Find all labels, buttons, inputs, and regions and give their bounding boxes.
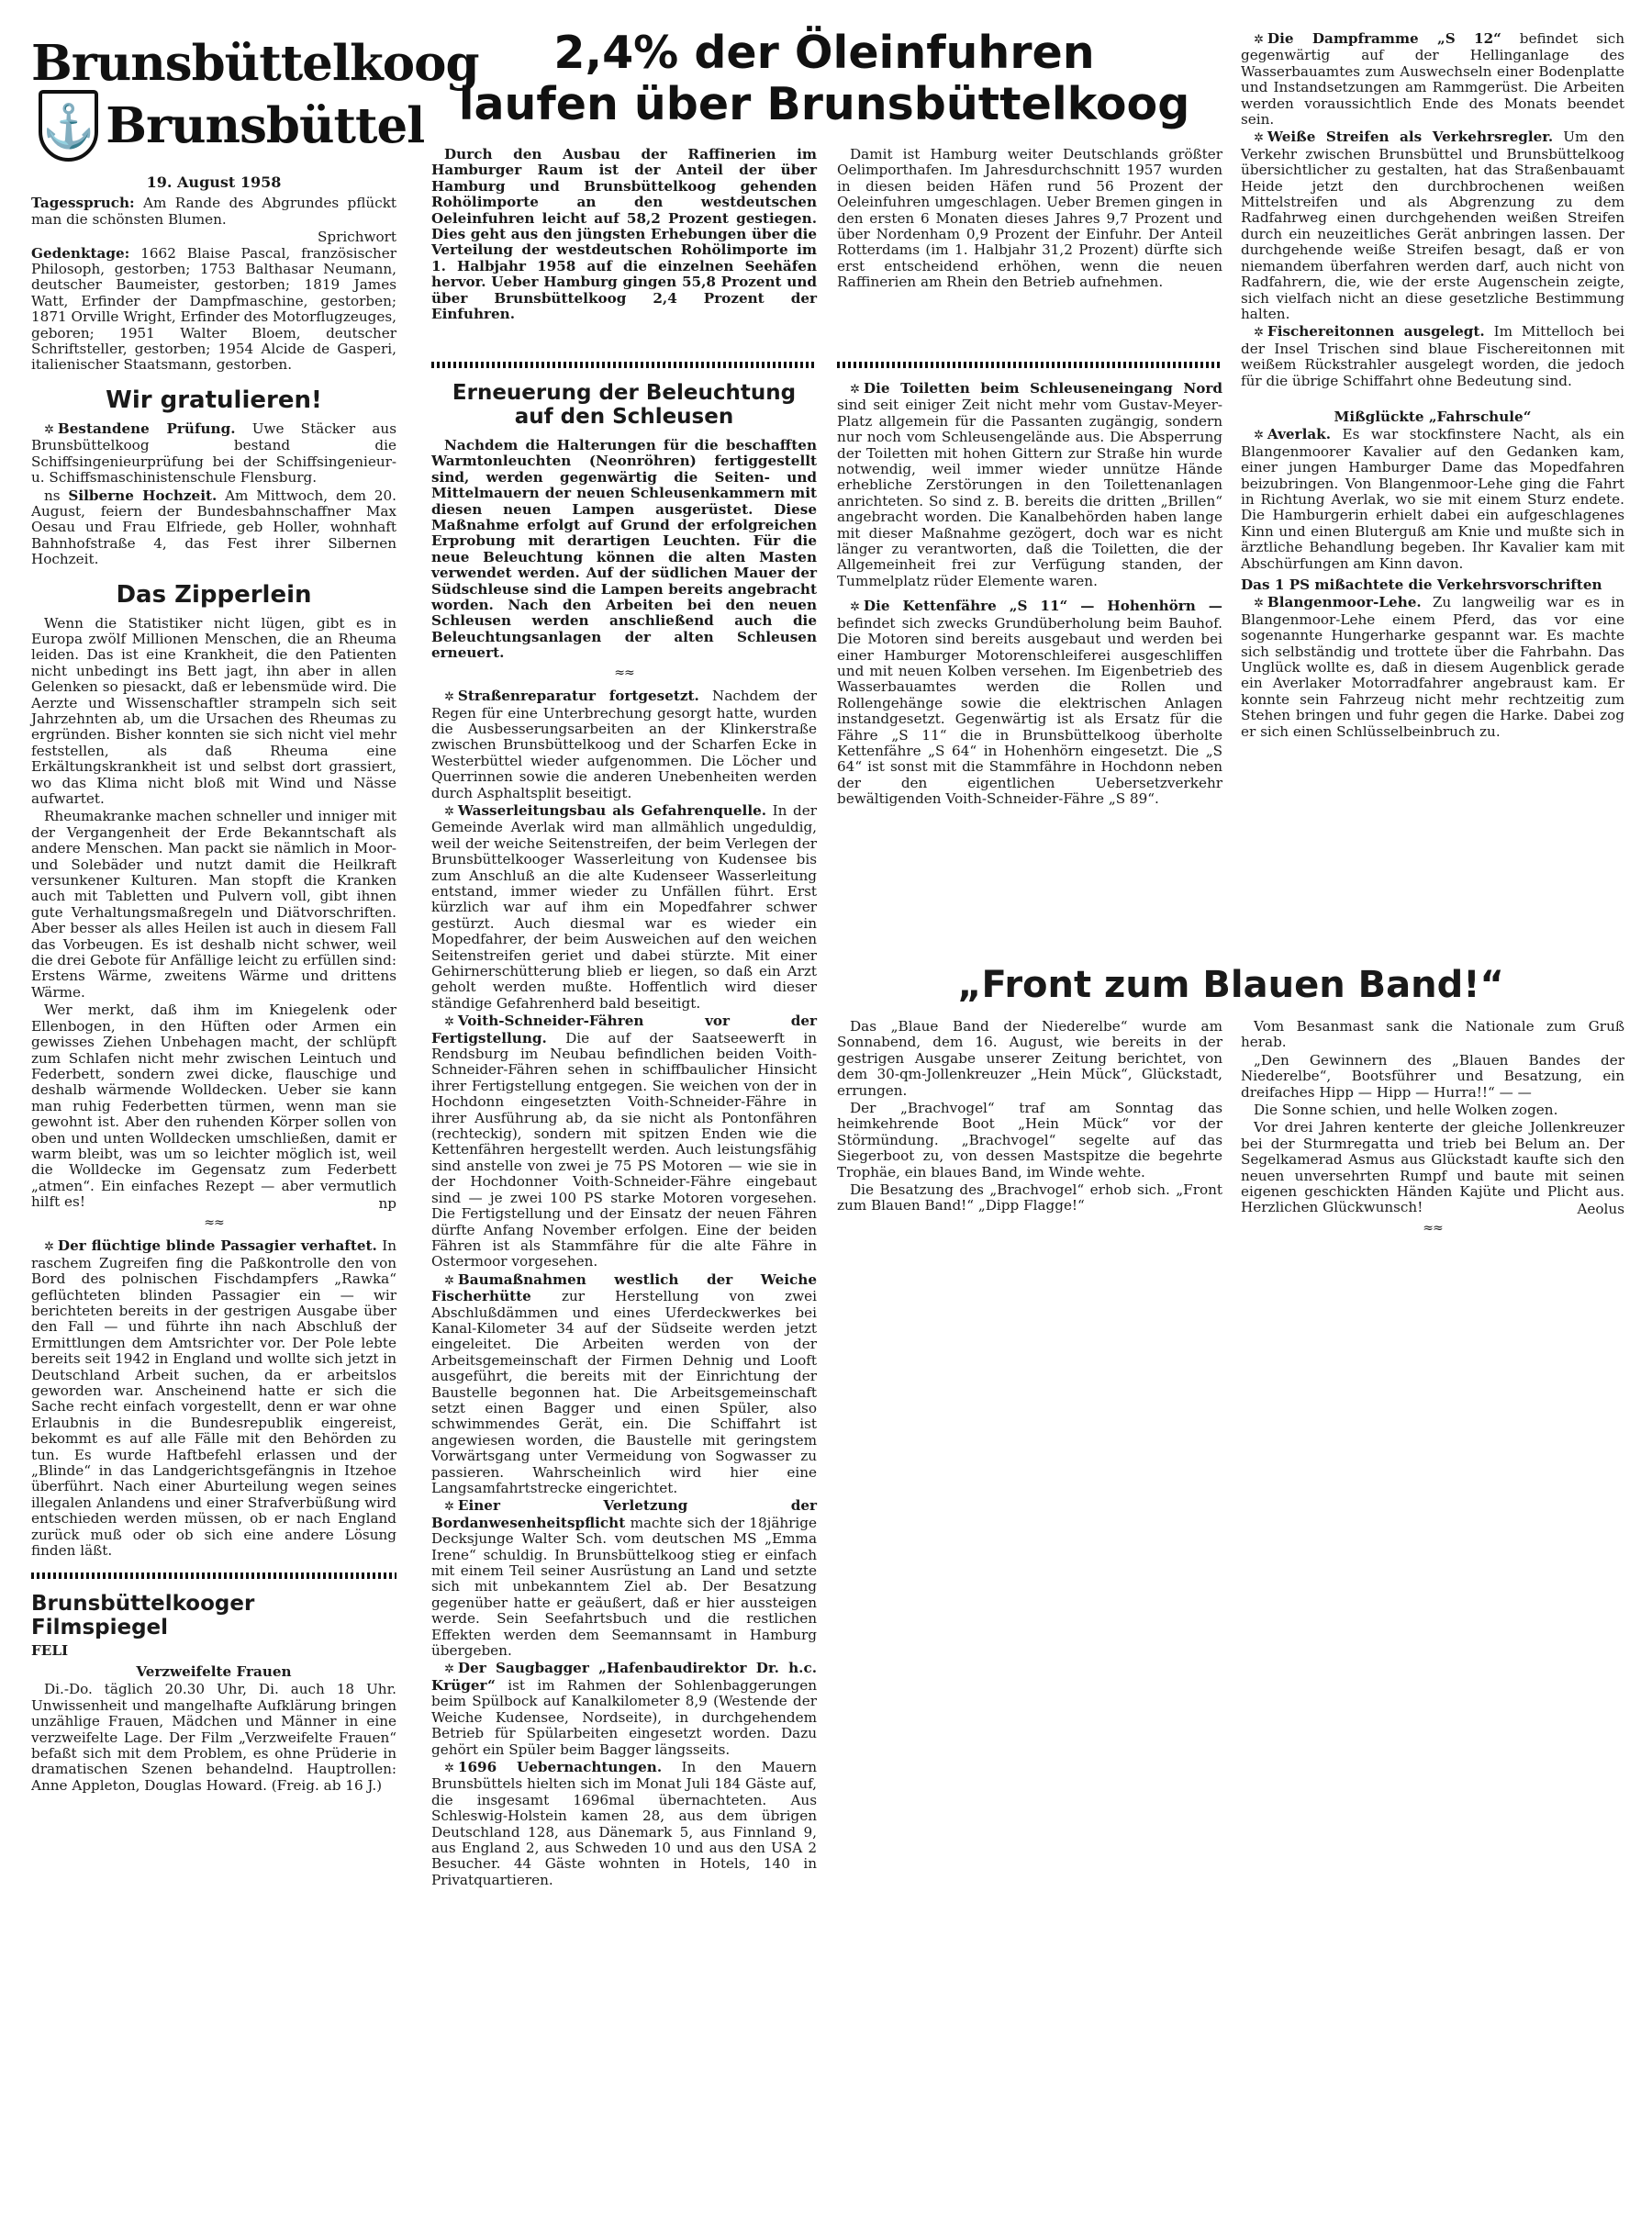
column-1 bbox=[31, 35, 479, 2185]
front-signature: Aeolus bbox=[1577, 1200, 1624, 1217]
front-right-column: Vom Besanmast sank die Nationale zum Gruß herab. „Den Gewinnern des „Blauen Bandes der Niederelbe“, Bootsführer und Besatzung, ein dreifaches Hipp — Hipp — Hurra!!“ — — Die Sonne schien, und helle Wolken zogen. Vor drei Jahren kenterte der gleiche Jollenkreuzer bei der Sturmregatta und trieb bei Belum an. Der Segelkamerad Asmus aus Glückstadt kaufte sich den neuen unversehrten Rumpf und baute mit seinen eigenen geschickten Händen Kajüte und Plicht aus. Herzlichen Glückwunsch! Aeolus ≈≈ bbox=[1241, 1018, 1624, 1237]
masthead-line-1: Brunsbüttelkoog bbox=[31, 35, 479, 92]
pinwheel-bullet-icon: ✲ bbox=[444, 804, 454, 819]
beleuchtung-text: Nachdem die Halterungen für die beschafften Warmtonleuchten (Neonröhren) fertiggestellt sind, werden gegenwärtig die Seiten- und Mittelmauern der neuen Schleusenkammern mit diesen neuen Lampen ausgerüstet. Diese Maßnahme erfolgt auf Grund der erfolgreichen Erprobung mit derartigen Leuchten. Für die neue Beleuchtung können die alten Masten verwendet werden. Auf der südlichen Mauer der Südschleuse sind die Lampen bereits angebracht worden. Nach den Arbeiten bei den neuen Schleusen werden anschließend auch die Beleuchtungsanlagen der alten Schleusen erneuert. bbox=[431, 437, 817, 662]
uebern-item: ✲ 1696 Uebernachtungen. In den Mauern Brunsbüttels hielten sich im Monat Juli 184 Gäste auf, die insgesamt 1696mal übernachteten. Aus Schleswig-Holstein kamen 28, aus dem übrigen Deutschland 128, aus Dänemark 5, aus Finnland 9, aus England 2, aus Schweden 10 und aus den USA 2 Besucher. 44 Gäste wohnten in Hotels, 140 in Privatquartieren. bbox=[431, 1758, 817, 1888]
film-title: Verzweifelte Frauen bbox=[136, 1662, 292, 1680]
cinema-name: FELI bbox=[31, 1641, 69, 1659]
bord-item: ✲ Einer Verletzung der Bordanwesenheitspflicht machte sich der 18jährige Decksjunge Walter Sch. vom deutschen MS „Emma Irene“ schuldig. In Brunsbüttelkoog stieg er einfach mit einem Teil seiner Ausrüstung an Land und setzte sich mit unbekanntem Ziel ab. Der Besatzung gegenüber hatte er geäußert, daß er hier aussteigen werde. Sein Seefahrtsbuch und die restlichen Effekten werden dem Seemannsamt in Hamburg übergeben. bbox=[431, 1497, 817, 1660]
toiletten-item: ✲ Die Toiletten beim Schleuseneingang Nord sind seit einiger Zeit nicht mehr vom Gustav-Meyer-Platz allgemein für die Passanten zugängig, sondern nur noch vom Schleusengelände aus. Die Absperrung der Toiletten mit hohen Gittern zur Straße hin wurde notwendig, weil immer wieder unnütze Hände erhebliche Zerstörungen in den Toilettenanlagen anrichteten. So sind z. B. bereits die dritten „Brillen“ angebracht worden. Die Kanalbehörden haben lange mit dieser Maßnahme gezögert, doch war es nicht länger zu verantworten, daß die Toiletten, die der Allgemeinheit frei zur Verfügung standen, der Tummelplatz rüder Elemente waren. bbox=[837, 380, 1222, 589]
front-heading: „Front zum Blauen Band!“ bbox=[957, 964, 1504, 1006]
pinwheel-bullet-icon: ✲ bbox=[1254, 429, 1264, 443]
tagesspruch: Tagesspruch: Am Rande des Abgrundes pflückt man die schönsten Blumen. bbox=[31, 195, 397, 228]
zipperlein-paragraph: Wer merkt, daß ihm im Kniegelenk oder Ellenbogen, in den Hüften oder Armen ein gewisses Ziehen Unbehagen macht, der schlüpft zum Schlafen nicht mehr zwischen Leintuch und Federbett, sondern zwei dicke, flauschige und deshalb wärmende Wolldecken. Ueber sie kann man ruhig Federbetten türmen, wenn man sie gewohnt ist. Aber den ruhenden Körper sollen von oben und unten Wolldecken umschließen, damit er warm bleibt, was um so leichter möglich ist, weil die Wolldecke im Gegensatz zum Federbett „atmen“. Ein einfaches Rezept — aber vermutlich hilft es! bbox=[31, 1002, 396, 1211]
wave-ornament bbox=[837, 360, 1222, 370]
pinwheel-bullet-icon: ✲ bbox=[850, 383, 860, 397]
pinwheel-bullet-icon: ✲ bbox=[44, 1240, 54, 1255]
pinwheel-bullet-icon: ✲ bbox=[1254, 326, 1264, 341]
zipperlein-paragraph: Wenn die Statistiker nicht lügen, gibt es in Europa zwölf Millionen Menschen, die an Rheuma leiden. Das ist eine Krankheit, die den Patienten nicht unbedingt ins Bett jagt, ihn aber in allen Gelenken so piesackt, daß er lebensmüde wird. Die Aerzte und Wissenschaftler strampeln sich seit Jahrzehnten ab, um die Ursachen des Rheumas zu ergründen. Bisher konnten sie sich nicht viel mehr feststellen, als daß Rheuma eine Erkältungskrankheit ist und selbst dort grassiert, wo das Klima nicht bloß mit Wind und Nässe aufwartet. bbox=[31, 614, 396, 807]
fischerei-item: ✲ Fischereitonnen ausgelegt. Im Mittelloch bei der Insel Trischen sind blaue Fischereitonnen mit weißem Rückstrahler ausgelegt worden, die jedoch für die übrige Schiffahrt ohne Bedeutung sind. bbox=[1241, 323, 1625, 389]
hochzeit-item: ns Silberne Hochzeit. Am Mittwoch, dem 20. August, feiern der Bundesbahnschaffner Max Oesau und Frau Elfriede, geb Holler, wohnhaft Bahnhofstraße 4, das Fest ihrer Silbernen Hochzeit. bbox=[31, 487, 397, 568]
pinwheel-bullet-icon: ✲ bbox=[444, 1015, 454, 1030]
zipperlein-signature: np bbox=[378, 1194, 396, 1212]
averlak-item: ✲ Averlak. Es war stockfinstere Nacht, als ein Blangenmoorer Kavalier auf den Gedanken kam, einer jungen Hamburger Dame das Mopedfahren beizubringen. Von Blangenmoor-Lehe ging die Fahrt in Richtung Averlak, wo sie mit einem Sturz endete. Die Hamburgerin erhielt dabei ein aufgeschlagenes Kinn und einen Bluterguß am Knie und mußte sich in ärztliche Behandlung begeben. Ihr Kavalier kam mit Abschürfungen am Kinn davon. bbox=[1241, 426, 1625, 572]
zipperlein-paragraph: Rheumakranke machen schneller und inniger mit der Vergangenheit der Erde Bekanntschaft als andere Menschen. Man packt sie nämlich in Moor- und Solebäder und nutzt damit die Heilkraft versunkener Kulturen. Man stopft die Kranken auch mit Tabletten und Pulvern voll, gibt ihnen gute Verhaltungsmaßregeln und Diätvorschriften. Aber besser als alles Heilen ist auch in diesem Fall das Vorbeugen. Es ist deshalb nicht schwer, weil die drei Gebote für Anfällige leicht zu erfüllen sind: Erstens Wärme, zweitens Wärme und drittens Wärme. bbox=[31, 808, 396, 1001]
wave-ornament: ≈≈ bbox=[204, 1214, 224, 1230]
blangen-item: ✲ Blangenmoor-Lehe. Zu langweilig war es in Blangenmoor-Lehe einem Pferd, das vor eine sogenannte Hungerharke gespannt war. Es machte sich selbständig und trottete über die Fahrbahn. Das Unglück wollte es, daß in diesem Augenblick gerade ein Averlaker Motorradfahrer angebraust kam. Er konnte sein Fahrzeug nicht mehr rechtzeitig zum Stehen bringen und fuhr gegen die Harke. Dabei zog er sich einen Schlüsselbeinbruch zu. bbox=[1241, 594, 1625, 740]
wave-ornament bbox=[431, 360, 817, 370]
pinwheel-bullet-icon: ✲ bbox=[850, 600, 860, 615]
fahrschule-heading: Mißglückte „Fahrschule“ bbox=[1334, 408, 1532, 425]
oel-lead: Durch den Ausbau der Raffinerien im Hamburger Raum ist der Anteil der über Hamburg und Brunsbüttelkoog gehenden Rohölimporte an den westdeutschen Oeleinfuhren leicht auf 58,2 Prozent gestiegen. Dies geht aus den jüngsten Erhebungen über die Verteilung der westdeutschen Rohölimporte im 1. Halbjahr 1958 auf die einzelnen Seehäfen hervor. Ueber Hamburg gingen 55,8 Prozent und über Brunsbüttelkoog 2,4 Prozent der Einfuhren. bbox=[431, 146, 817, 323]
wave-ornament: ≈≈ bbox=[1423, 1221, 1443, 1237]
pinwheel-bullet-icon: ✲ bbox=[1254, 33, 1264, 47]
filmspiegel-heading: Brunsbüttelkooger Filmspiegel bbox=[31, 1591, 255, 1640]
film-text: Di.-Do. täglich 20.30 Uhr, Di. auch 18 Uhr. Unwissenheit und mangelhafte Aufklärung bringen unzählige Frauen, Mädchen und Männer in eine verzweifelte Lage. Der Film „Verzweifelte Frauen“ befaßt sich mit dem Problem, es ohne Prüderie in dramatischen Szenen behandelnd. Hauptrollen: Anne Appleton, Douglas Howard. (Freig. ab 16 J.) bbox=[31, 1681, 396, 1794]
gedenktage: Gedenktage: 1662 Blaise Pascal, französischer Philosoph, gestorben; 1753 Balthasar Neumann, deutscher Baumeister, gestorben; 1819 James Watt, Erfinder der Dampfmaschine, gestorben; 1871 Orville Wright, Erfinder des Motorflugzeuges, geboren; 1951 Walter Bloem, deutscher Schriftsteller, gestorben; 1954 Alcide de Gasperi, italienischer Staatsmann, gestorben. bbox=[31, 244, 396, 374]
wave-ornament bbox=[31, 1571, 396, 1581]
beleuchtung-heading: Erneuerung der Beleuchtung auf den Schleusen bbox=[452, 381, 797, 429]
column-4 bbox=[1241, 31, 1624, 968]
tagesspruch-source: Sprichwort bbox=[317, 229, 396, 246]
anchor-crest-icon: ⚓ bbox=[39, 90, 98, 162]
masthead bbox=[31, 35, 479, 162]
pinwheel-bullet-icon: ✲ bbox=[444, 690, 454, 705]
issue-date: 19. August 1958 bbox=[146, 173, 282, 191]
masthead-line-2: Brunsbüttel bbox=[106, 97, 425, 154]
gratulieren-heading: Wir gratulieren! bbox=[106, 386, 322, 414]
bau-item: ✲ Baumaßnahmen westlich der Weiche Fischerhütte zur Herstellung von zwei Abschlußdämmen und eines Uferdeckwerkes bei Kanal-Kilometer 34 auf der Südseite werden jetzt eingeleitet. Die Arbeiten werden von der Arbeitsgemeinschaft der Firmen Dehnig und Looft ausgeführt, die bereits mit der Einrichtung der Baustelle begonnen hat. Die Arbeitsgemeinschaft setzt einen Bagger und einen Spüler, also schwimmendes Gerät, ein. Die Schiffahrt ist angewiesen worden, die Baustelle mit geringstem Vorwärtsgang unter Vermeidung von Sogwasser zu passieren. Wahrscheinlich wird hier eine Langsamfahrtstrecke eingerichtet. bbox=[431, 1270, 817, 1496]
ps-heading: Das 1 PS mißachtete die Verkehrsvorschriften bbox=[1241, 576, 1602, 593]
pinwheel-bullet-icon: ✲ bbox=[444, 1500, 454, 1515]
front-left-column: Das „Blaue Band der Niederelbe“ wurde am Sonnabend, dem 16. August, wie bereits in der gestrigen Ausgabe unserer Zeitung berichtet, von dem 30-qm-Jollenkreuzer „Hein Mück“, Glückstadt, errungen. Der „Brachvogel“ traf am Sonntag das heimkehrende Boot „Hein Mück“ vor der Störmündung. „Brachvogel“ segelte auf das Siegerboot zu, von dessen Mastspitze die begehrte Trophäe, ein blaues Band, im Winde wehte. Die Besatzung des „Brachvogel“ erhob sich. „Front zum Blauen Band!“ „Dipp Flagge!“ bbox=[837, 1018, 1222, 1214]
ramme-item: ✲ Die Dampframme „S 12“ befindet sich gegenwärtig auf der Hellinganlage des Wasserbauamtes zum Auswechseln einer Bodenplatte und Instandsetzungen am Rammgerüst. Die Arbeiten werden voraussichtlich Ende des Monats beendet sein. bbox=[1241, 30, 1625, 129]
saug-item: ✲ Der Saugbagger „Hafenbaudirektor Dr. h.c. Krüger“ ist im Rahmen der Sohlenbaggerungen beim Spülbock auf Kanalkilometer 8,9 (Westende der Weiche Kudensee, Nordseite), in durchgehendem Betrieb für Spülarbeiten eingesetzt worden. Dazu gehört ein Spüler beim Bagger längsseits. bbox=[431, 1660, 817, 1758]
pinwheel-bullet-icon: ✲ bbox=[1254, 597, 1264, 611]
streifen-item: ✲ Weiße Streifen als Verkehrsregler. Um den Verkehr zwischen Brunsbüttel und Brunsbüttelkoog übersichtlicher zu gestalten, hat das Straßenbauamt Heide jetzt den durchbrochenen weißen Mittelstreifen und als Abgrenzung zu dem Radfahrweg einen durchgehenden weißen Streifen durch ein neuzeitliches Gerät anbringen lassen. Der durchgehende weiße Streifen besagt, daß er von niemandem überfahren werden darf, auch nicht von Radfahrern, die, wie der erste Augenschein zeigte, sich vielfach nicht an diese gesetzliche Bestimmung halten. bbox=[1241, 129, 1624, 322]
main-headline: 2,4% der Öleinfuhren laufen über Brunsbüttelkoog bbox=[458, 27, 1190, 130]
pinwheel-bullet-icon: ✲ bbox=[444, 1761, 454, 1775]
pruefung-item: ✲ Bestandene Prüfung. Uwe Stäcker aus Brunsbüttelkoog bestand die Schiffsingenieurprüfung bei der Schiffsingenieur- u. Schiffsmaschinistenschule Flensburg. bbox=[31, 420, 397, 487]
pinwheel-bullet-icon: ✲ bbox=[444, 1662, 454, 1677]
voith-item: ✲ Voith-Schneider-Fähren vor der Fertigstellung. Die auf der Saatseewerft in Rendsburg im Neubau befindlichen beiden Voith-Schneider-Fähren sehen in schiffbaulicher Hinsicht ihrer Fertigstellung entgegen. Sie weichen von der in Hochdonn eingesetzten Voith-Schneider-Fähre in ihrer Ausführung ab, da sie nicht als Pontonfähren (rechteckig), sondern mit spitzen Enden wie die Kettenfähren hergestellt werden. Auch leistungsfähig sind anstelle von zwei je 75 PS Motoren — wie sie in der Hochdonner Voith-Schneider-Fähre eingebaut sind — je zwei 100 PS starke Motoren vorgesehen. Die Fertigstellung und der Einsatz der neuen Fähren dürfte Anfang November erfolgen. Eine der beiden Fähren ist als Stammfähre für die alte Fähre in Ostermoor vorgesehen. bbox=[431, 1013, 817, 1270]
wave-ornament: ≈≈ bbox=[614, 665, 634, 680]
oel-body: Damit ist Hamburg weiter Deutschlands größter Oelimporthafen. Im Jahresdurchschnitt 1957 wurden in diesen beiden Häfen rund 56 Prozent der Oeleinfuhren umgeschlagen. Ueber Bremen gingen in den ersten 6 Monaten dieses Jahres 9,7 Prozent und über Nordenham 0,9 Prozent der Einfuhr. Der Anteil Rotterdams (im 1. Halbjahr 31,2 Prozent) dürfte sich erst entscheidend erhöhen, wenn die neuen Raffinerien am Rhein den Betrieb aufnehmen. bbox=[837, 146, 1222, 291]
column-3 bbox=[837, 356, 1222, 944]
pinwheel-bullet-icon: ✲ bbox=[444, 1273, 454, 1288]
passagier-item: ✲ Der flüchtige blinde Passagier verhaftet. In raschem Zugreifen fing die Paßkontrolle den von Bord des polnischen Fischdampfers „Rawka“ geflüchteten blinden Passagier ein — wir berichteten bereits in der gestrigen Ausgabe über den Fall — und führte ihn nach Abschluß der Ermittlungen dem Amtsrichter vor. Der Pole lebte bereits seit 1942 in England und wollte sich jetzt in Deutschland Arbeit suchen, da er arbeitslos geworden war. Anscheinend hatte er sich die Sache recht einfach vorgestellt, denn er war ohne Erlaubnis in die Bundesrepublik eingereist, bekommt es auf alle Fälle mit den Behörden zu tun. Es wurde Haftbefehl erlassen und der „Blinde“ in das Landgerichtsgefängnis in Itzehoe überführt. Nach einer Aburteilung wegen seines illegalen Anlandens und einer Strafverbüßung wird entschieden werden müssen, ob er nach England zurück muß oder ob sich eine andere Lösung finden läßt. bbox=[31, 1237, 396, 1560]
strasse-item: ✲ Straßenreparatur fortgesetzt. Nachdem der Regen für eine Unterbrechung gesorgt hatte, wurden die Ausbesserungsarbeiten an der Klinkerstraße zwischen Brunsbüttelkoog und der Scharfen Ecke in Westerbüttel wieder aufgenommen. Die Löcher und Querrinnen sowie die anderen Unebenheiten werden durch Asphaltsplit beseitigt. bbox=[431, 688, 817, 801]
column-2 bbox=[431, 356, 817, 2192]
pinwheel-bullet-icon: ✲ bbox=[1254, 131, 1264, 146]
ketten-item: ✲ Die Kettenfähre „S 11“ — Hohenhörn — befindet sich zwecks Grundüberholung beim Bauhof. Die Motoren sind bereits ausgebaut und werden bei einer Hamburger Motorenschleiferei ausgeschliffen und mit neuen Kolben versehen. Im Eigenbetrieb des Wasserbauamtes werden die Rollen und Rollengehänge sowie die elektrischen Anlagen instandgesetzt. Gegenwärtig ist als Ersatz für die Fähre „S 11“ die in Brunsbüttelkoog überholte Kettenfähre „S 64“ in Hohenhörn eingesetzt. Die „S 64“ ist sonst mit die Stammfähre in Hochdonn neben der den eigentlichen Uebersetzverkehr bewältigenden Voith-Schneider-Fähre „S 89“. bbox=[837, 598, 1222, 808]
pinwheel-bullet-icon: ✲ bbox=[44, 422, 54, 437]
zipperlein-heading: Das Zipperlein bbox=[116, 580, 312, 609]
wasser-item: ✲ Wasserleitungsbau als Gefahrenquelle. In der Gemeinde Averlak wird man allmählich ungeduldig, weil der weiche Seitenstreifen, der beim Verlegen der Brunsbüttelkooger Wasserleitung von Kudensee bis zum Anschluß an die alte Kudenseer Wasserleitung entstand, immer wieder zu Unfällen führt. Erst kürzlich war auf ihm ein Mopedfahrer schwer gestürzt. Auch diesmal war es wieder ein Mopedfahrer, der beim Ausweichen auf den weichen Seitenstreifen geriet und dabei stürzte. Mit einer Gehirnerschütterung blieb er liegen, so daß ein Arzt geholt werden mußte. Hoffentlich wird dieser ständige Gefahrenherd bald beseitigt. bbox=[431, 801, 817, 1012]
